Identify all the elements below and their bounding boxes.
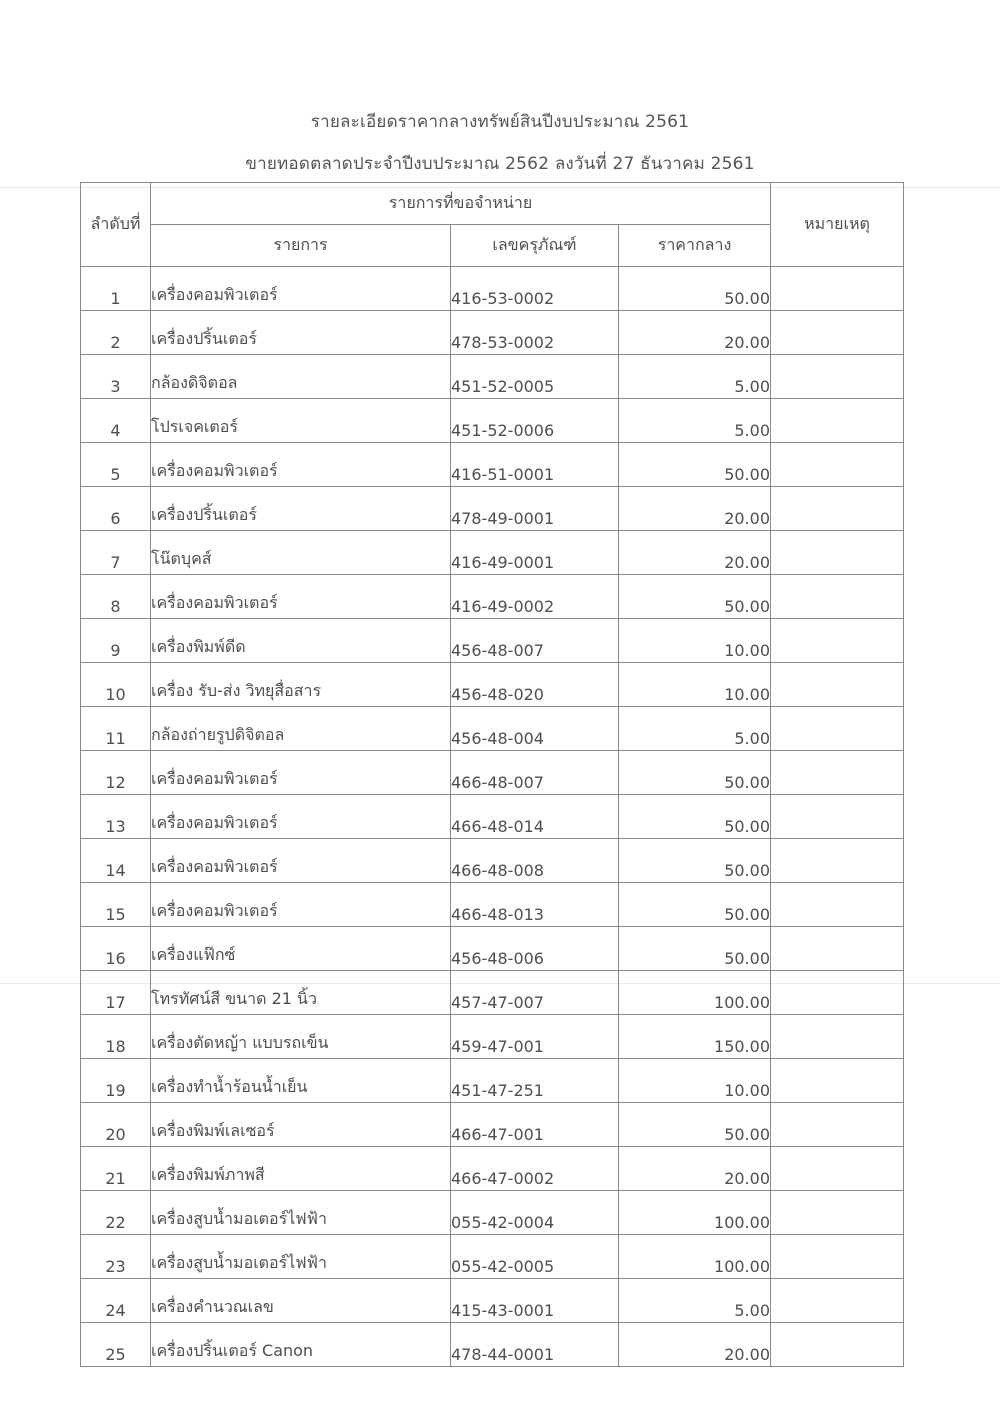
remark-cell [771,1191,904,1235]
remark-cell [771,707,904,751]
median-price-cell: 100.00 [619,971,771,1015]
table-row [81,575,904,619]
table-row [81,663,904,707]
median-price-cell: 50.00 [619,1103,771,1147]
row-number-cell: 3 [81,355,151,399]
table-row [81,619,904,663]
item-name-cell: โน๊ตบุคส์ [151,531,451,575]
row-number-cell: 19 [81,1059,151,1103]
table-row [81,355,904,399]
table-row [81,839,904,883]
asset-code-cell: 416-53-0002 [451,267,619,311]
item-name-cell: เครื่องทำน้ำร้อนน้ำเย็น [151,1059,451,1103]
median-price-cell: 5.00 [619,399,771,443]
table-row [81,531,904,575]
asset-code-cell: 415-43-0001 [451,1279,619,1323]
remark-cell [771,1323,904,1367]
median-price-cell: 20.00 [619,487,771,531]
item-name-cell: กล้องถ่ายรูปดิจิตอล [151,707,451,751]
remark-cell [771,355,904,399]
median-price-cell: 50.00 [619,751,771,795]
remark-cell [771,531,904,575]
row-number-cell: 16 [81,927,151,971]
table-row [81,443,904,487]
row-number-cell: 7 [81,531,151,575]
table-row [81,751,904,795]
row-number-cell: 22 [81,1191,151,1235]
item-name-cell: โทรทัศน์สี ขนาด 21 นิ้ว [151,971,451,1015]
table-row [81,707,904,751]
asset-code-cell: 459-47-001 [451,1015,619,1059]
row-number-cell: 1 [81,267,151,311]
row-number-cell: 8 [81,575,151,619]
row-number-cell: 10 [81,663,151,707]
table-body [81,267,904,1367]
item-name-cell: เครื่องคำนวณเลข [151,1279,451,1323]
table-row [81,1015,904,1059]
item-name-cell: เครื่องปริ้นเตอร์ Canon [151,1323,451,1367]
remark-cell [771,971,904,1015]
asset-price-table [80,182,904,1367]
header-item: รายการ [151,225,451,267]
remark-cell [771,399,904,443]
row-number-cell: 9 [81,619,151,663]
remark-cell [771,1103,904,1147]
asset-code-cell: 416-51-0001 [451,443,619,487]
item-name-cell: เครื่องคอมพิวเตอร์ [151,839,451,883]
table-row [81,795,904,839]
median-price-cell: 50.00 [619,443,771,487]
item-name-cell: เครื่องคอมพิวเตอร์ [151,883,451,927]
table-row [81,1191,904,1235]
table-row [81,1103,904,1147]
table-row [81,399,904,443]
median-price-cell: 50.00 [619,839,771,883]
remark-cell [771,443,904,487]
item-name-cell: เครื่อง รับ-ส่ง วิทยุสื่อสาร [151,663,451,707]
asset-code-cell: 478-44-0001 [451,1323,619,1367]
median-price-cell: 20.00 [619,531,771,575]
asset-code-cell: 466-48-007 [451,751,619,795]
asset-code-cell: 456-48-006 [451,927,619,971]
asset-code-cell: 055-42-0005 [451,1235,619,1279]
table-row [81,927,904,971]
header-group: รายการที่ขอจำหน่าย [151,183,771,225]
row-number-cell: 13 [81,795,151,839]
row-number-cell: 12 [81,751,151,795]
remark-cell [771,487,904,531]
remark-cell [771,883,904,927]
item-name-cell: เครื่องปริ้นเตอร์ [151,487,451,531]
item-name-cell: เครื่องคอมพิวเตอร์ [151,575,451,619]
table-row [81,971,904,1015]
item-name-cell: เครื่องตัดหญ้า แบบรถเข็น [151,1015,451,1059]
item-name-cell: โปรเจคเตอร์ [151,399,451,443]
item-name-cell: เครื่องแฟ๊กซ์ [151,927,451,971]
median-price-cell: 5.00 [619,1279,771,1323]
asset-code-cell: 466-47-001 [451,1103,619,1147]
remark-cell [771,1279,904,1323]
document-subtitle: ขายทอดตลาดประจำปีงบประมาณ 2562 ลงวันที่ 27 ธันวาคม 2561 [245,154,755,174]
median-price-cell: 50.00 [619,795,771,839]
item-name-cell: เครื่องปริ้นเตอร์ [151,311,451,355]
remark-cell [771,1235,904,1279]
header-no: ลำดับที่ [81,183,151,267]
asset-code-cell: 466-48-008 [451,839,619,883]
remark-cell [771,575,904,619]
remark-cell [771,1015,904,1059]
asset-code-cell: 416-49-0002 [451,575,619,619]
row-number-cell: 18 [81,1015,151,1059]
table-row [81,487,904,531]
median-price-cell: 50.00 [619,927,771,971]
asset-code-cell: 451-47-251 [451,1059,619,1103]
median-price-cell: 10.00 [619,1059,771,1103]
asset-code-cell: 456-48-020 [451,663,619,707]
remark-cell [771,839,904,883]
median-price-cell: 150.00 [619,1015,771,1059]
table-row [81,883,904,927]
header-price: ราคากลาง [619,225,771,267]
row-number-cell: 15 [81,883,151,927]
row-number-cell: 20 [81,1103,151,1147]
asset-code-cell: 055-42-0004 [451,1191,619,1235]
item-name-cell: เครื่องสูบน้ำมอเตอร์ไฟฟ้า [151,1235,451,1279]
row-number-cell: 25 [81,1323,151,1367]
asset-code-cell: 456-48-004 [451,707,619,751]
row-number-cell: 23 [81,1235,151,1279]
table-row [81,1235,904,1279]
item-name-cell: เครื่องสูบน้ำมอเตอร์ไฟฟ้า [151,1191,451,1235]
asset-code-cell: 478-53-0002 [451,311,619,355]
row-number-cell: 4 [81,399,151,443]
asset-code-cell: 466-47-0002 [451,1147,619,1191]
table-row [81,311,904,355]
item-name-cell: เครื่องพิมพ์เลเซอร์ [151,1103,451,1147]
row-number-cell: 6 [81,487,151,531]
asset-code-cell: 456-48-007 [451,619,619,663]
table-row [81,1147,904,1191]
median-price-cell: 50.00 [619,575,771,619]
median-price-cell: 20.00 [619,311,771,355]
table-row [81,267,904,311]
row-number-cell: 21 [81,1147,151,1191]
row-number-cell: 17 [81,971,151,1015]
item-name-cell: เครื่องคอมพิวเตอร์ [151,267,451,311]
remark-cell [771,619,904,663]
remark-cell [771,663,904,707]
item-name-cell: เครื่องพิมพ์ภาพสี [151,1147,451,1191]
median-price-cell: 5.00 [619,355,771,399]
median-price-cell: 50.00 [619,267,771,311]
row-number-cell: 11 [81,707,151,751]
asset-code-cell: 466-48-014 [451,795,619,839]
asset-code-cell: 466-48-013 [451,883,619,927]
row-number-cell: 5 [81,443,151,487]
median-price-cell: 20.00 [619,1323,771,1367]
remark-cell [771,311,904,355]
remark-cell [771,927,904,971]
item-name-cell: กล้องดิจิตอล [151,355,451,399]
document-title: รายละเอียดราคากลางทรัพย์สินปีงบประมาณ 2561 [310,112,690,132]
header-remark: หมายเหตุ [771,183,904,267]
item-name-cell: เครื่องพิมพ์ดีด [151,619,451,663]
row-number-cell: 2 [81,311,151,355]
item-name-cell: เครื่องคอมพิวเตอร์ [151,443,451,487]
remark-cell [771,751,904,795]
remark-cell [771,1147,904,1191]
item-name-cell: เครื่องคอมพิวเตอร์ [151,795,451,839]
remark-cell [771,267,904,311]
remark-cell [771,1059,904,1103]
median-price-cell: 5.00 [619,707,771,751]
median-price-cell: 20.00 [619,1147,771,1191]
row-number-cell: 24 [81,1279,151,1323]
asset-code-cell: 451-52-0006 [451,399,619,443]
median-price-cell: 50.00 [619,883,771,927]
median-price-cell: 100.00 [619,1235,771,1279]
table-row [81,1059,904,1103]
remark-cell [771,795,904,839]
median-price-cell: 10.00 [619,619,771,663]
median-price-cell: 100.00 [619,1191,771,1235]
asset-code-cell: 478-49-0001 [451,487,619,531]
asset-code-cell: 416-49-0001 [451,531,619,575]
table-row [81,1323,904,1367]
table-row [81,1279,904,1323]
item-name-cell: เครื่องคอมพิวเตอร์ [151,751,451,795]
asset-code-cell: 457-47-007 [451,971,619,1015]
median-price-cell: 10.00 [619,663,771,707]
header-code: เลขครุภัณฑ์ [451,225,619,267]
asset-code-cell: 451-52-0005 [451,355,619,399]
row-number-cell: 14 [81,839,151,883]
